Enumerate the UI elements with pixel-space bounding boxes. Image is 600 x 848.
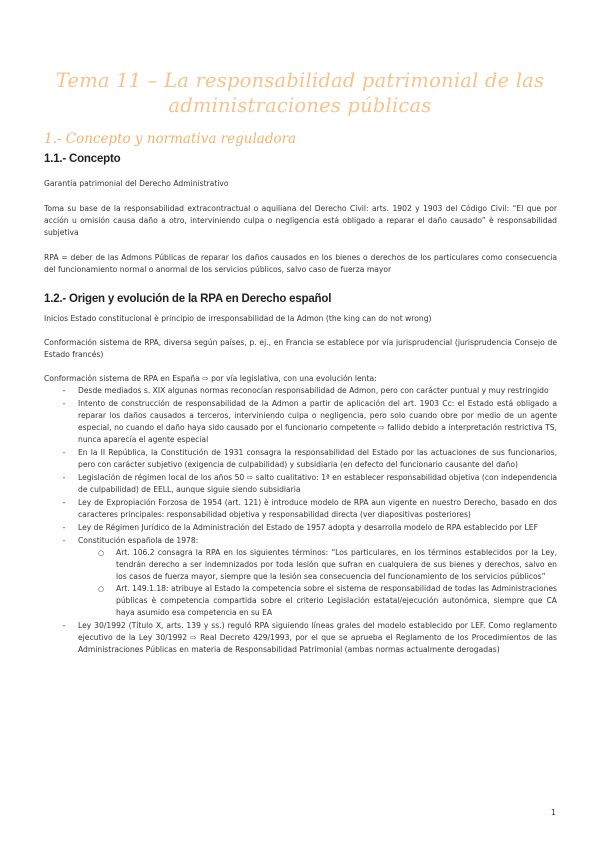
- list-item-text: Ley de Expropiación Forzosa de 1954 (art. 121) è introduce modelo de RPA aun vigente en nuestro Derecho, basado en dos caracteres principales: responsabilidad objetiva y responsabilidad directa (ver diapositivas posteriores): [78, 498, 557, 519]
- list-item: [44, 385, 557, 397]
- subsection-heading: 1.1.- Concepto: [44, 153, 121, 165]
- paragraph: Conformación sistema de RPA en España ⇨ por vía legislativa, con una evolución lenta:: [44, 374, 377, 383]
- section-heading: 1.- Concepto y normativa reguladora: [44, 131, 297, 147]
- bullet-dash: -: [62, 386, 66, 395]
- bullet-dash: -: [62, 399, 66, 408]
- bullet-circle-icon: ○: [98, 585, 105, 593]
- bullet-dash: -: [62, 473, 66, 482]
- paragraph: Toma su base de la responsabilidad extracontractual o aquiliana del Derecho Civil: arts. 1902 y 1903 del Código Civil: “El que por acción u omisión causa daño a otro, interviniendo culpa o negligencia está obligado a reparar el daño causado” è responsabilidad subjetiva: [44, 204, 557, 237]
- page-number: 1: [550, 808, 556, 817]
- bullet-circle-icon: ○: [98, 549, 105, 557]
- paragraph: Conformación sistema de RPA, diversa según países, p. ej., en Francia se establece por vía jurisprudencial (jurisprudencia Consejo de Estado francés): [44, 338, 557, 359]
- paragraph: Garantía patrimonial del Derecho Administrativo: [44, 179, 229, 188]
- bullet-dash: -: [62, 448, 66, 457]
- list-item: [44, 472, 557, 496]
- sublist-item: [78, 547, 557, 583]
- bullet-dash: -: [62, 498, 66, 507]
- list-item-text: Intento de construcción de responsabilidad de la Admon a partir de aplicación del art. 1903 Cc: el Estado está obligado a reparar los daños causados a terceros, interviniendo culpa o negligencia, pero solo cuando obre por medio de un agente especial, no cuando el daño haya sido causado por el funcionario competente ⇨ fallido debido a interpretación restrictiva TS, nunca aparecía el agente especial: [78, 399, 557, 444]
- bullet-dash: -: [62, 536, 66, 545]
- list-item: [44, 497, 557, 521]
- sublist-item: [78, 583, 557, 619]
- list-item: [44, 522, 557, 534]
- list-item: [44, 620, 557, 656]
- list-item-text: Desde mediados s. XIX algunas normas reconocían responsabilidad de Admon, pero con carácter puntual y muy restringido: [78, 386, 549, 395]
- paragraph: Inicios Estado constitucional è principio de irresponsabilidad de la Admon (the king can do not wrong): [44, 314, 432, 323]
- constitution-sublist: [78, 547, 557, 619]
- list-item: [44, 398, 557, 446]
- list-item: [44, 535, 557, 619]
- list-item-text: Ley de Régimen Jurídico de la Administración del Estado de 1957 adopta y desarrolla modelo de RPA establecido por LEF: [78, 523, 538, 532]
- list-item-text: En la II República, la Constitución de 1931 consagra la responsabilidad del Estado por las actuaciones de sus funcionarios, pero con carácter subjetivo (exigencia de culpabilidad) y subsidiaria (en defecto del funcionario causante del daño): [78, 448, 557, 469]
- subsection-heading: 1.2.- Origen y evolución de la RPA en Derecho español: [44, 293, 332, 305]
- sublist-item-text: Art. 106.2 consagra la RPA en los siguientes términos: “Los particulares, en los términos establecidos por la Ley, tendrán derecho a ser indemnizados por toda lesión que sufran en cualquiera de sus bienes y derechos, salvo en los casos de fuerza mayor, siempre que la lesión sea consecuencia del funcionamiento de los servicios públicos”: [116, 548, 557, 581]
- evolution-list: [44, 385, 557, 657]
- sublist-item-text: Art. 149.1.18: atribuye al Estado la competencia sobre el sistema de responsabilidad de todas las Administraciones públicas è competencia compartida sobre el criterio Legislación estatal/ejecución autonómica, siempre que CA haya asumido esa competencia en su EA: [116, 584, 557, 617]
- bullet-dash: -: [62, 523, 66, 532]
- list-item-text: Legislación de régimen local de los años 50 ⇨ salto cualitativo: 1ª en establecer responsabilidad objetiva (con independencia de culpabilidad) de EELL, aunque siguie siendo subsidiaria: [78, 473, 557, 494]
- bullet-dash: -: [62, 621, 66, 630]
- document-title: Tema 11 – La responsabilidad patrimonial de las administraciones públicas: [55, 69, 545, 117]
- list-item: [44, 447, 557, 471]
- list-item-text: Ley 30/1992 (Título X, arts. 139 y ss.) reguló RPA siguiendo líneas grales del modelo establecido por LEF. Como reglamento ejecutivo de la Ley 30/1992 ⇨ Real Decreto 429/1993, por el que se aprueba el Reglamento de los Procedimientos de las Administraciones Públicas en materia de Responsabilidad Patrimonial (ambas normas actualmente derogadas): [78, 621, 557, 654]
- list-item-text: Constitución española de 1978:: [78, 536, 199, 545]
- paragraph: RPA = deber de las Admons Públicas de reparar los daños causados en los bienes o derechos de los particulares como consecuencia del funcionamiento normal o anormal de los servicios públicos, salvo caso de fuerza mayor: [44, 253, 557, 274]
